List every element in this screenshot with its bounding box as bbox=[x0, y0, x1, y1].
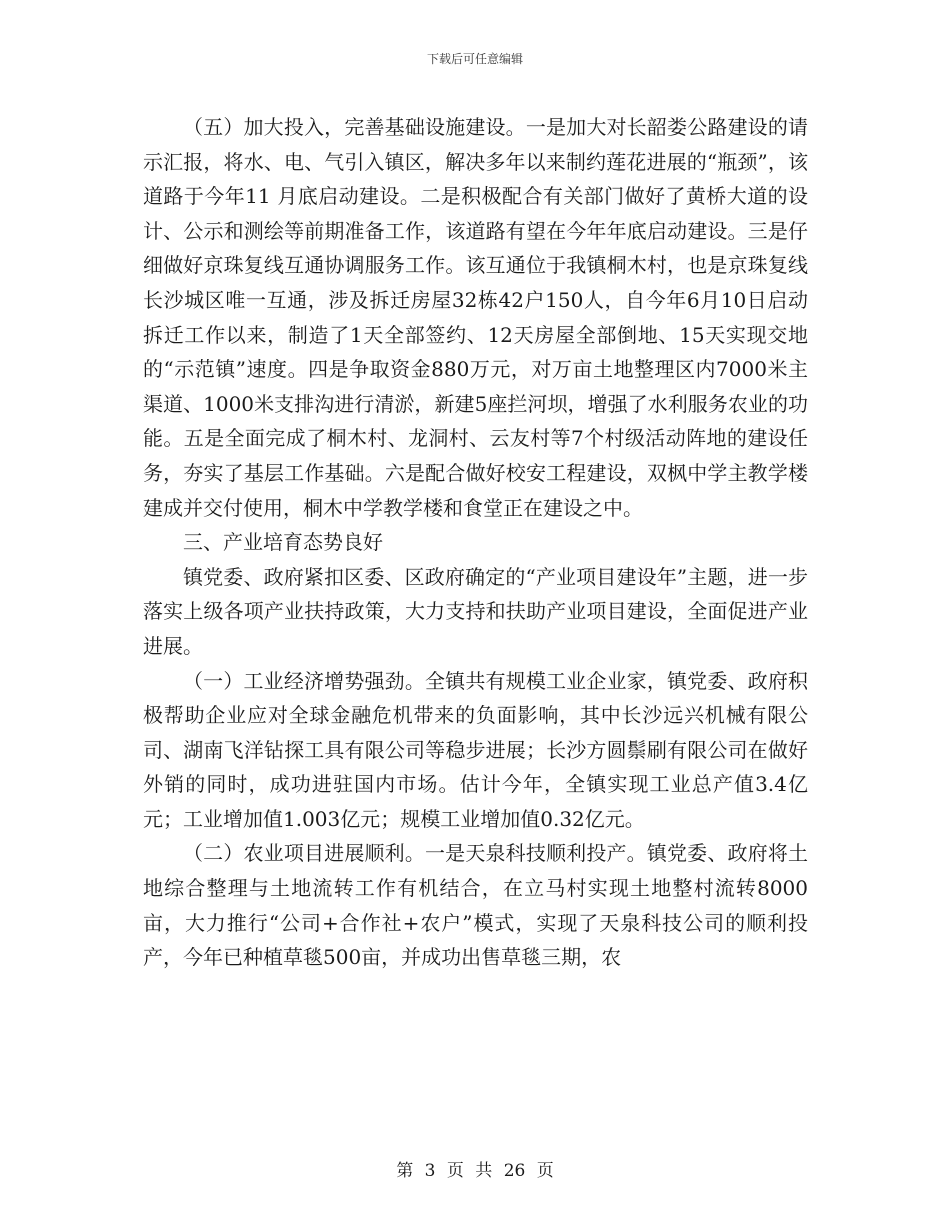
paragraph-industrial-economy: （一）工业经济增势强劲。全镇共有规模工业企业家，镇党委、政府积极帮助企业应对全球金融危机带来的负面影响，其中长沙远兴机械有限公司、湖南飞洋钻探工具有限公司等稳步进展；长沙方圆鬃刷有限公司在做好外销的同时，成功进驻国内市场。估计今年，全镇实现工业总产值3.4亿元；工业增加值1.003亿元；规模工业增加值0.32亿元。 bbox=[143, 668, 808, 831]
paragraph-infrastructure: （五）加大投入，完善基础设施建设。一是加大对长韶娄公路建设的请示汇报，将水、电、气引入镇区，解决多年以来制约莲花进展的“瓶颈”，该道路于今年11 月底启动建设。二是积极配合有关部门做好了黄桥大道的设计、公示和测绘等前期准备工作，该道路有望在今年年底启动建设。三是仔细做好京珠复线互通协调服务工作。该互通位于我镇桐木村，也是京珠复线长沙城区唯一互通，涉及拆迁房屋32栋42户150人，自今年6月10日启动拆迁工作以来，制造了1天全部签约、12天房屋全部倒地、15天实现交地的“示范镇”速度。四是争取资金880万元，对万亩土地整理区内7000米主渠道、1000米支排沟进行清淤，新建5座拦河坝，增强了水利服务农业的功能。五是全面完成了桐木村、龙洞村、云友村等7个村级活动阵地的建设任务，夯实了基层工作基础。六是配合做好校安工程建设，双枫中学主教学楼建成并交付使用，桐木中学教学楼和食堂正在建设之中。 bbox=[143, 115, 808, 520]
page-number: 第 3 页 共 26 页 bbox=[396, 1161, 554, 1181]
page-header: 下载后可任意编辑 bbox=[426, 52, 523, 66]
paragraph-industry-intro: 镇党委、政府紧扣区委、区政府确定的“产业项目建设年”主题，进一步落实上级各项产业扶持政策，大力支持和扶助产业项目建设，全面促进产业进展。 bbox=[143, 564, 808, 658]
document-body bbox=[143, 110, 808, 975]
paragraph-agricultural-projects: （二）农业项目进展顺利。一是天泉科技顺利投产。镇党委、政府将土地综合整理与土地流转工作有机结合，在立马村实现土地整村流转8000亩，大力推行“公司+合作社+农户”模式，实现了天泉科技公司的顺利投产，今年已种植草毯500亩，并成功出售草毯三期，农 bbox=[143, 841, 808, 970]
section-heading-industry: 三、产业培育态势良好 bbox=[183, 530, 383, 555]
